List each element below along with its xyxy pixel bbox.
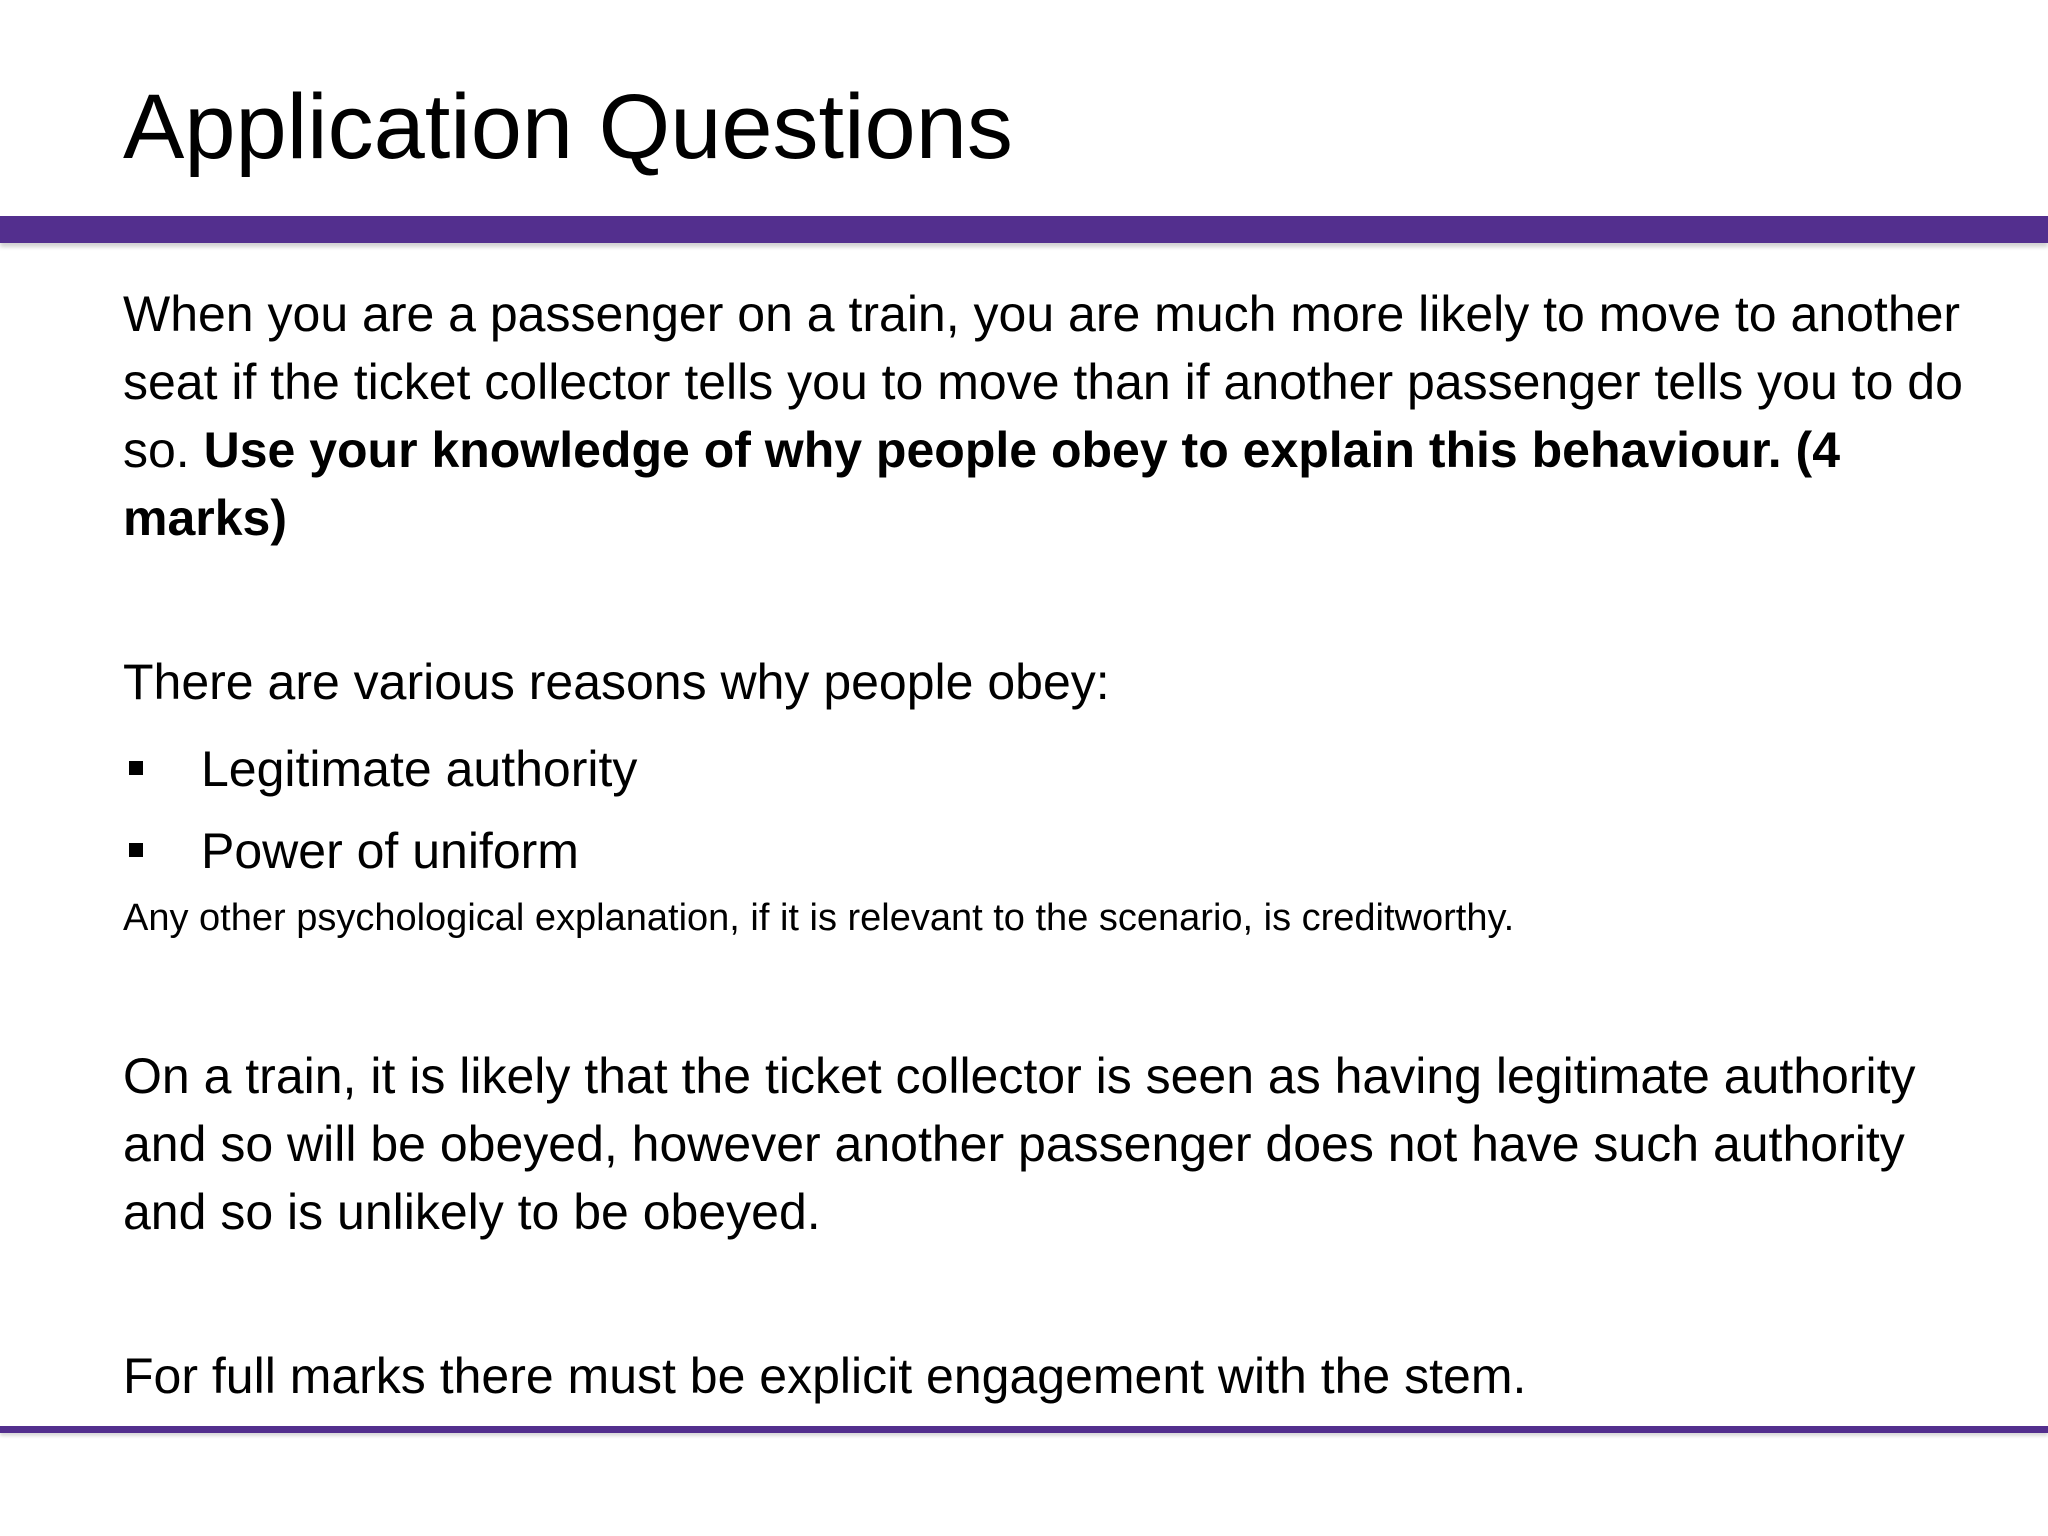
list-item-label: Power of uniform xyxy=(201,823,579,879)
square-bullet-icon xyxy=(129,761,143,775)
creditworthy-note: Any other psychological explanation, if it is relevant to the scenario, is creditworthy. xyxy=(123,897,1515,939)
explanation-text: On a train, it is likely that the ticket collector is seen as having legitimate authority and so will be obeyed, however another passenger does not have such authority and so is unlikely to be obeyed. xyxy=(123,1048,1916,1240)
slide-title: Application Questions xyxy=(123,76,1013,178)
title-divider xyxy=(0,216,2048,243)
list-item-label: Legitimate authority xyxy=(201,741,638,797)
question-scenario: When you are a passenger on a train, you are much more likely to move to another seat if the ticket collector tells you to move than if another passenger tells you to do so. xyxy=(123,286,1963,478)
reasons-intro: There are various reasons why people obey: xyxy=(123,654,1110,710)
list-item xyxy=(123,810,637,892)
footer-divider xyxy=(0,1426,2048,1433)
stem-note: For full marks there must be explicit engagement with the stem. xyxy=(123,1348,1527,1404)
question-text xyxy=(123,280,1983,552)
list-item xyxy=(123,728,637,810)
square-bullet-icon xyxy=(129,843,143,857)
reasons-list xyxy=(123,728,637,892)
question-instruction: Use your knowledge of why people obey to explain this behaviour. (4 marks) xyxy=(123,422,1841,546)
